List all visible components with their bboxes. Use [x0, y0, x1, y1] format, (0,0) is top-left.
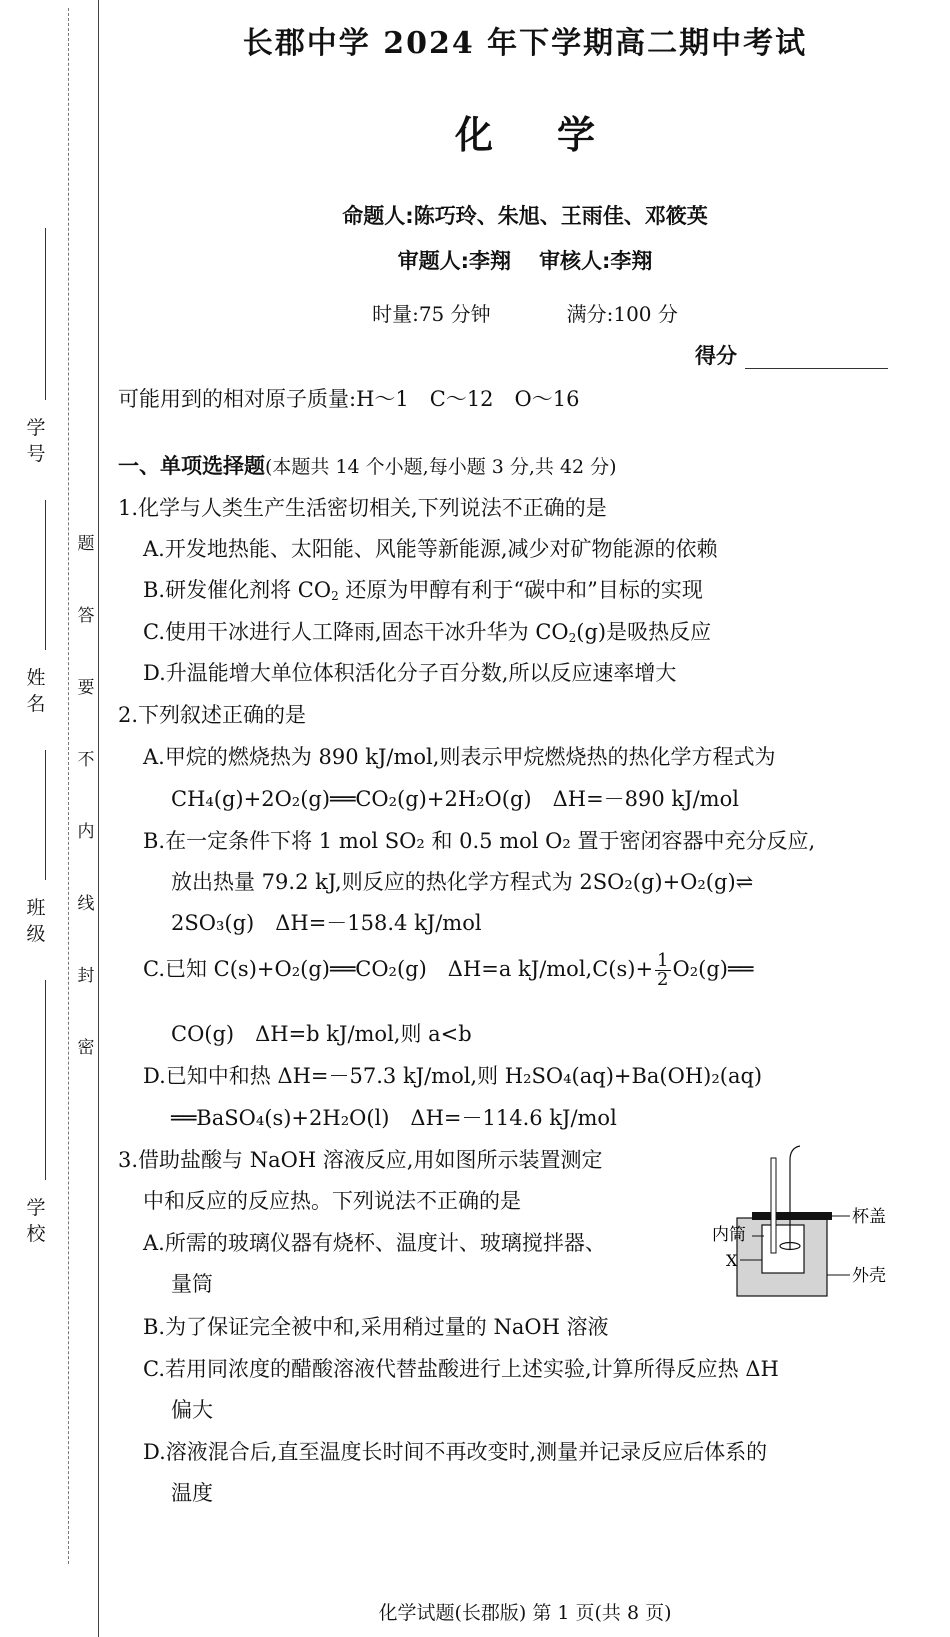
q3-option-a-line1: A.所需的玻璃仪器有烧杯、温度计、玻璃搅拌器、: [143, 1231, 606, 1255]
outer-label: 外壳: [852, 1266, 886, 1286]
field-student-id: 学号: [26, 417, 46, 465]
q2-option-a-line1: A.甲烷的燃烧热为 890 kJ/mol,则表示甲烷燃烧热的热化学方程式为: [143, 745, 776, 769]
binding-dotted-line: [68, 8, 69, 1564]
q3-option-a-line2: 量筒: [171, 1272, 213, 1296]
q1-stem: 1.化学与人类生产生活密切相关,下列说法不正确的是: [118, 496, 607, 520]
q2-option-b-line1: B.在一定条件下将 1 mol SO₂ 和 0.5 mol O₂ 置于密闭容器中充分反应,: [143, 829, 816, 853]
thermometer: [771, 1158, 776, 1253]
q1-option-d: D.升温能增大单位体积活化分子百分数,所以反应速率增大: [143, 661, 677, 685]
exam-title: 长郡中学 2024 年下学期高二期中考试: [242, 26, 808, 61]
q2-option-a-line2: CH₄(g)+2O₂(g)══CO₂(g)+2H₂O(g) ΔH=－890 kJ/mol: [171, 787, 739, 811]
score-label: 得分: [695, 344, 737, 368]
q3-option-b: B.为了保证完全被中和,采用稍过量的 NaOH 溶液: [143, 1315, 609, 1339]
q1-option-b: B.研发催化剂将 $CO_2$ 还原为甲醇有利于“碳中和”目标的实现: [143, 578, 703, 603]
score-blank: [745, 368, 888, 369]
section-1-heading: 一、单项选择题(本题共 14 个小题,每小题 3 分,共 42 分): [118, 453, 617, 478]
q3-stem-line1: 3.借助盐酸与 NaOH 溶液反应,用如图所示装置测定: [118, 1148, 603, 1172]
q3-option-c-line2: 偏大: [171, 1398, 213, 1422]
exam-info: 时量:75 分钟 满分:100 分: [372, 302, 678, 326]
school-rule: [45, 980, 46, 1180]
q1-option-c: C.使用干冰进行人工降雨,固态干冰升华为 $CO_2(g)$是吸热反应: [143, 620, 712, 645]
field-name: 姓名: [26, 667, 46, 715]
fraction-one-half: $\frac{1}{2}$: [657, 950, 669, 990]
class-rule: [45, 750, 46, 880]
q2-option-c-line2: CO(g) ΔH=b kJ/mol,则 a<b: [171, 1022, 472, 1046]
atomic-masses: 可能用到的相对原子质量:H～1 C～12 O～16: [118, 387, 580, 411]
student-id-rule: [45, 228, 46, 400]
field-class: 班级: [26, 897, 46, 945]
seal-line-notice: 题 答 要 不 内 线 封 密: [77, 534, 95, 1058]
q2-option-b-line2: 放出热量 79.2 kJ,则反应的热化学方程式为 2SO₂(g)+O₂(g)⇌: [171, 870, 754, 894]
q3-option-c-line1: C.若用同浓度的醋酸溶液代替盐酸进行上述实验,计算所得反应热 ΔH: [143, 1357, 779, 1381]
calorimeter-figure: [712, 1140, 912, 1310]
lid: [752, 1212, 832, 1220]
name-rule: [45, 500, 46, 650]
q1-option-a: A.开发地热能、太阳能、风能等新能源,减少对矿物能源的依赖: [143, 537, 718, 561]
inner-label: 内筒: [712, 1225, 746, 1245]
authors: 命题人:陈巧玲、朱旭、王雨佳、邓筱英: [342, 204, 708, 228]
page-footer: 化学试题(长郡版) 第 1 页(共 8 页): [378, 1602, 672, 1624]
q2-option-d-line2: ══BaSO₄(s)+2H₂O(l) ΔH=－114.6 kJ/mol: [171, 1106, 617, 1130]
q3-stem-line2: 中和反应的反应热。下列说法不正确的是: [143, 1189, 521, 1213]
x-label: X: [726, 1251, 738, 1270]
binding-solid-line: [98, 0, 99, 1637]
field-school: 学校: [26, 1197, 46, 1245]
q2-option-b-line3: 2SO₃(g) ΔH=－158.4 kJ/mol: [171, 911, 482, 935]
q2-option-c-line1: C.已知 C(s)+O₂(g)══CO₂(g) ΔH=a kJ/mol,C(s)+ $\frac{1}{2}$ O₂(g)══: [143, 950, 754, 990]
subject-title: 化 学: [454, 112, 596, 157]
reviewers: 审题人:李翔 审核人:李翔: [397, 249, 653, 273]
q2-stem: 2.下列叙述正确的是: [118, 703, 307, 727]
q2-option-d-line1: D.已知中和热 ΔH=－57.3 kJ/mol,则 H₂SO₄(aq)+Ba(OH)₂(aq): [143, 1064, 763, 1088]
q3-option-d-line1: D.溶液混合后,直至温度长时间不再改变时,测量并记录反应后体系的: [143, 1440, 768, 1464]
lid-label: 杯盖: [852, 1207, 886, 1227]
q3-option-d-line2: 温度: [171, 1481, 213, 1505]
